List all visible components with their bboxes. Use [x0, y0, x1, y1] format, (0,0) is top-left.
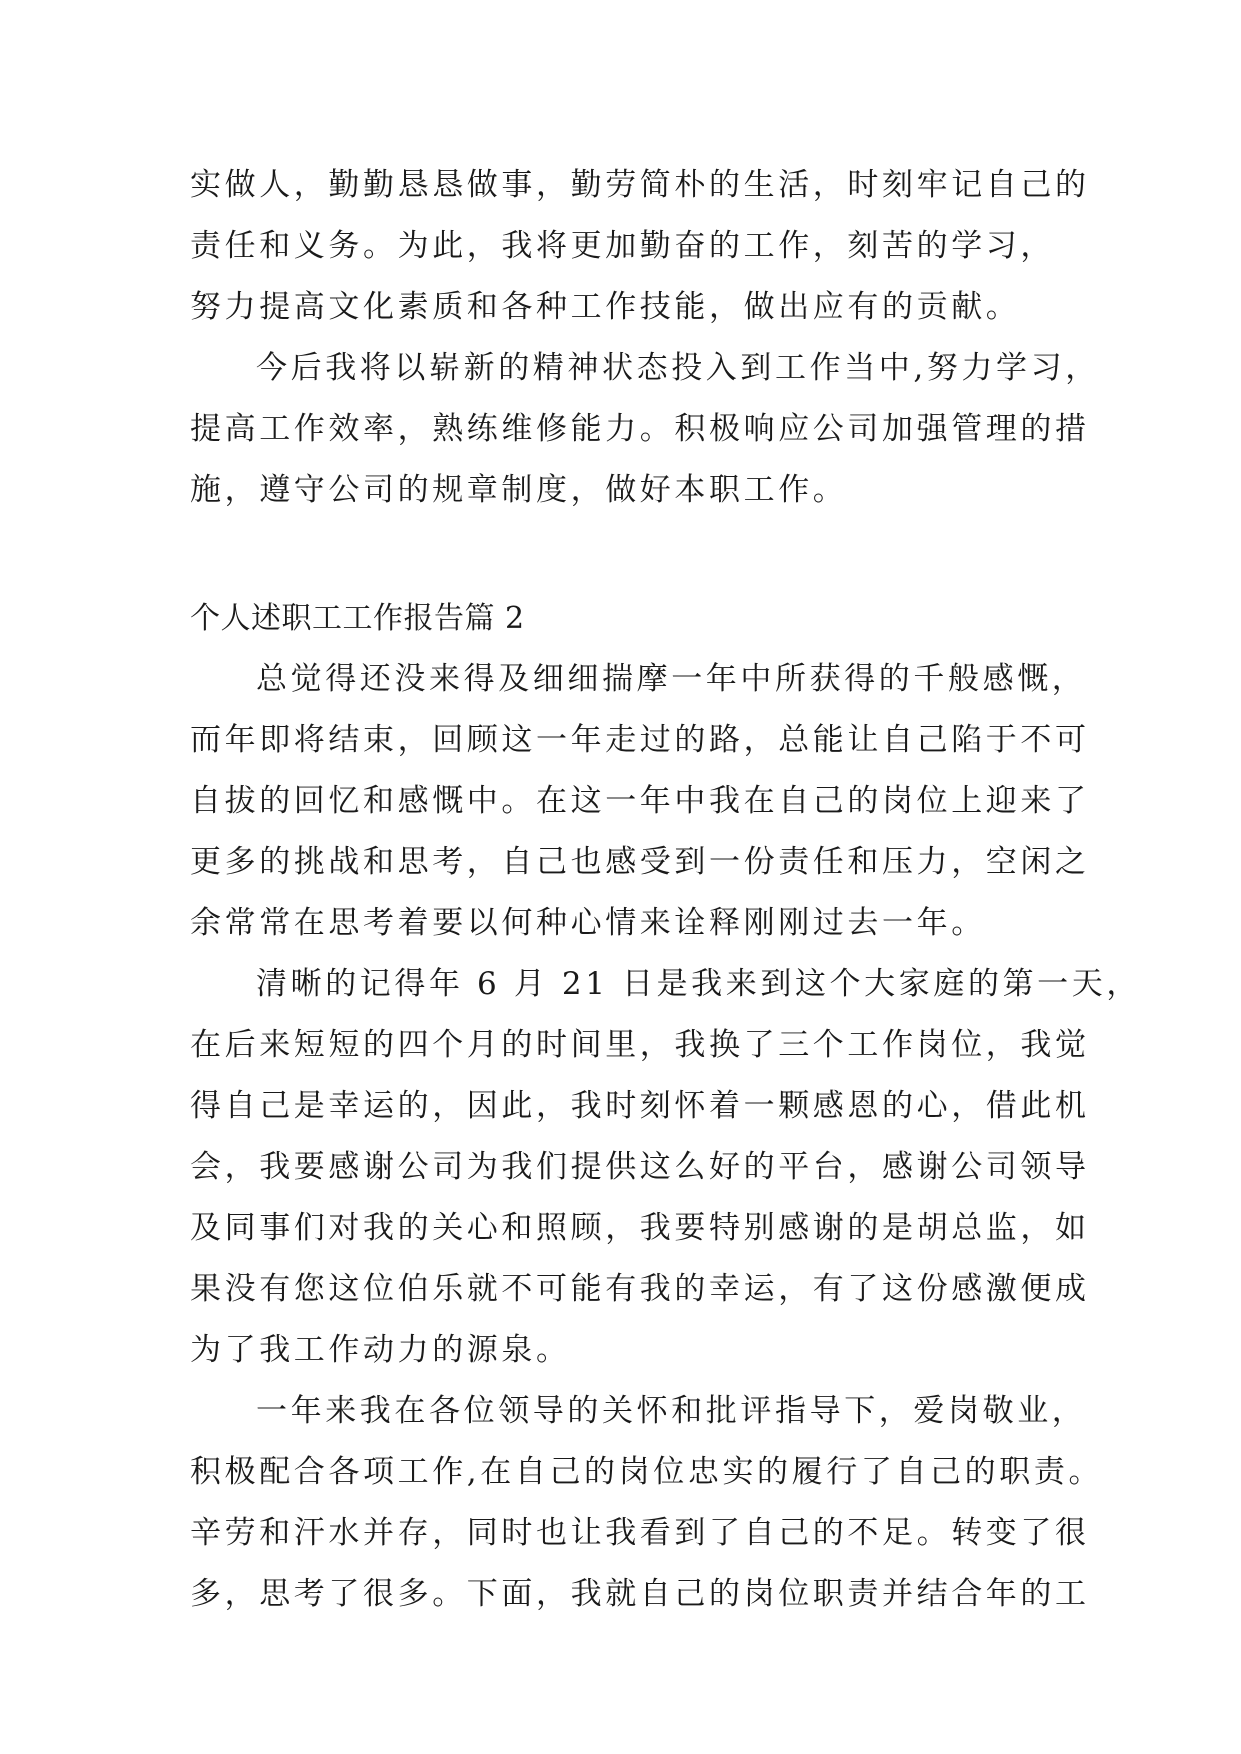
text-line: 积极配合各项工作,在自己的岗位忠实的履行了自己的职责。 — [190, 1454, 1104, 1490]
text-line: 一年来我在各位领导的关怀和批评指导下，爱岗敬业， — [256, 1393, 1087, 1429]
text-line: 会，我要感谢公司为我们提供这么好的平台，感谢公司领导 — [190, 1149, 1090, 1185]
text-line: 而年即将结束，回顾这一年走过的路，总能让自己陷于不可 — [190, 722, 1090, 758]
text-line: 今后我将以崭新的精神状态投入到工作当中,努力学习， — [256, 350, 1100, 386]
text-line: 在后来短短的四个月的时间里，我换了三个工作岗位，我觉 — [190, 1027, 1090, 1063]
text-line: 实做人，勤勤恳恳做事，勤劳简朴的生活，时刻牢记自己的 — [190, 167, 1090, 203]
text-line: 责任和义务。为此，我将更加勤奋的工作，刻苦的学习， — [190, 228, 1055, 264]
text-line: 得自己是幸运的，因此，我时刻怀着一颗感恩的心，借此机 — [190, 1088, 1090, 1124]
text-line: 提高工作效率，熟练维修能力。积极响应公司加强管理的措 — [190, 411, 1090, 447]
paragraph — [190, 954, 1141, 1381]
text-line: 清晰的记得年 6 月 21 日是我来到这个大家庭的第一天， — [256, 966, 1141, 1002]
section-spacer — [190, 521, 1070, 588]
text-line: 余常常在思考着要以何种心情来诠释刚刚过去一年。 — [190, 905, 986, 941]
section-heading: 个人述职工工作报告篇 2 — [190, 601, 525, 636]
text-line: 为了我工作动力的源泉。 — [190, 1332, 571, 1368]
text-line: 辛劳和汗水并存，同时也让我看到了自己的不足。转变了很 — [190, 1515, 1090, 1551]
text-line: 及同事们对我的关心和照顾，我要特别感谢的是胡总监，如 — [190, 1210, 1090, 1246]
paragraph — [190, 649, 1090, 954]
text-line: 更多的挑战和思考，自己也感受到一份责任和压力，空闲之 — [190, 844, 1090, 880]
text-line: 总觉得还没来得及细细揣摩一年中所获得的千般感慨， — [256, 661, 1087, 697]
text-line: 多，思考了很多。下面，我就自己的岗位职责并结合年的工 — [190, 1576, 1090, 1612]
paragraph — [190, 338, 1100, 521]
paragraph — [190, 155, 1090, 338]
text-line: 果没有您这位伯乐就不可能有我的幸运，有了这份感激便成 — [190, 1271, 1090, 1307]
text-line: 施，遵守公司的规章制度，做好本职工作。 — [190, 472, 848, 508]
text-line: 努力提高文化素质和各种工作技能，做出应有的贡献。 — [190, 289, 1021, 325]
text-line: 自拔的回忆和感慨中。在这一年中我在自己的岗位上迎来了 — [190, 783, 1090, 819]
paragraph — [190, 1381, 1104, 1625]
document-body — [190, 155, 1141, 1625]
